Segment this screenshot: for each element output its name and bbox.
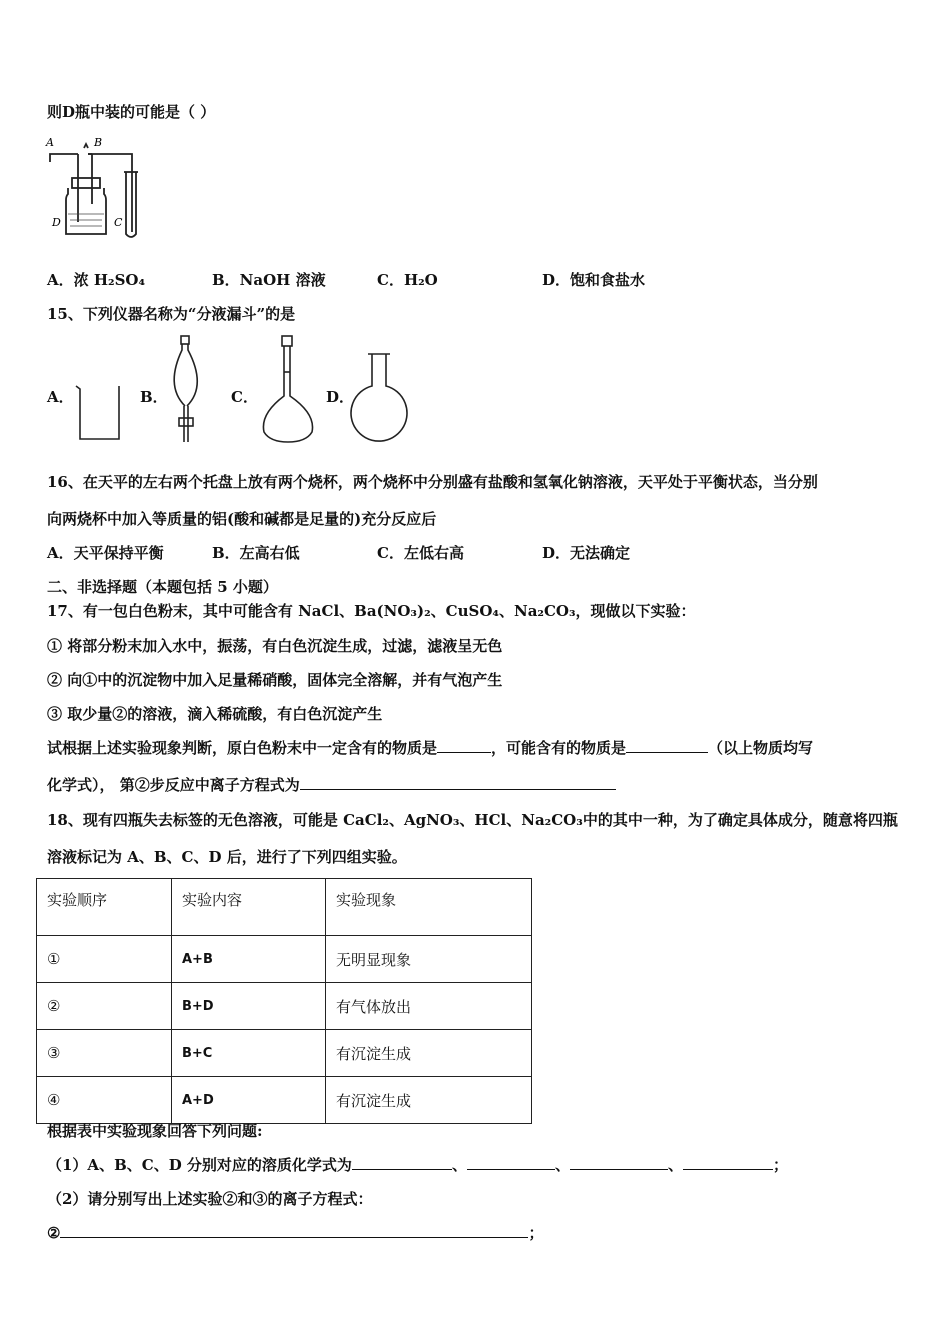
q14-option-d[interactable]: D．饱和食盐水: [542, 271, 646, 289]
gas-washing-bottle-figure: [44, 134, 150, 242]
q14-option-c[interactable]: C．H₂O: [377, 271, 438, 289]
cell-order: ④: [37, 1077, 172, 1124]
cell-order: ②: [37, 983, 172, 1030]
q14-stem: 则D瓶中装的可能是（ ）: [47, 103, 216, 121]
header-content: 实验内容: [172, 879, 326, 936]
cell-content: A+B: [172, 936, 326, 983]
cell-phenomenon: 无明显现象: [326, 936, 532, 983]
q18-eq2-label: ②: [47, 1224, 61, 1242]
header-phenomenon: 实验现象: [326, 879, 532, 936]
q18-sub1-text: （1）A、B、C、D 分别对应的溶质化学式为: [47, 1156, 352, 1174]
q18-stem-line1: 18、现有四瓶失去标签的无色溶液，可能是 CaCl₂、AgNO₃、HCl、Na₂CO₃中的其中一种，为了确定具体成分，随意将四瓶: [47, 811, 898, 829]
separatory-funnel-icon: [163, 334, 209, 446]
cell-phenomenon: 有气体放出: [326, 983, 532, 1030]
q16-stem-line1: 16、在天平的左右两个托盘上放有两个烧杯，两个烧杯中分别盛有盐酸和氢氧化钠溶液，天平处于平衡状态，当分别: [47, 473, 818, 491]
q17-blank-certain[interactable]: [437, 738, 491, 753]
q18-sep-2: 、: [554, 1156, 570, 1174]
q18-sub1: [47, 1155, 788, 1175]
q17-stem: 17、有一包白色粉末，其中可能含有 NaCl、Ba(NO₃)₂、CuSO₄、Na₂CO₃，现做以下实验：: [47, 602, 696, 620]
fig-label-b: B: [94, 136, 103, 149]
q17-ask2-a: 化学式）， 第②步反应中离子方程式为: [47, 776, 300, 794]
q17-ask-b: ，可能含有的物质是: [491, 739, 627, 757]
q16-option-c[interactable]: C．左低右高: [377, 544, 464, 562]
q16-stem-line2: 向两烧杯中加入等质量的铝(酸和碱都是足量的)充分反应后: [47, 510, 437, 528]
table-row: [37, 983, 532, 1030]
q17-ask-a: 试根据上述实验现象判断，原白色粉末中一定含有的物质是: [47, 739, 438, 757]
volumetric-flask-icon: [256, 334, 320, 446]
cell-phenomenon: 有沉淀生成: [326, 1077, 532, 1124]
table-header-row: [37, 879, 532, 936]
cell-content: B+C: [172, 1030, 326, 1077]
q16-option-b[interactable]: B．左高右低: [212, 544, 300, 562]
q18-end-1: ；: [772, 1156, 788, 1174]
q18-blank-d[interactable]: [683, 1155, 773, 1170]
q18-end-2: ；: [528, 1224, 544, 1242]
experiment-table: [36, 878, 532, 1124]
beaker-icon: [73, 383, 123, 443]
q18-sep-1: 、: [451, 1156, 467, 1174]
q17-ask-line1: [47, 738, 813, 758]
q15-option-a[interactable]: A．: [47, 388, 74, 406]
q18-blank-eq2[interactable]: [60, 1223, 528, 1238]
table-row: [37, 936, 532, 983]
cell-order: ③: [37, 1030, 172, 1077]
q15-option-b[interactable]: B．: [140, 388, 168, 406]
table-row: [37, 1030, 532, 1077]
q17-ask-line2: [47, 775, 616, 795]
section-title: 二、非选择题（本题包括 5 小题）: [47, 578, 278, 596]
q17-blank-equation[interactable]: [300, 775, 616, 790]
q16-option-a[interactable]: A．天平保持平衡: [47, 544, 164, 562]
q18-blank-c[interactable]: [570, 1155, 668, 1170]
q18-stem-line2: 溶液标记为 A、B、C、D 后，进行了下列四组实验。: [47, 848, 407, 866]
cell-phenomenon: 有沉淀生成: [326, 1030, 532, 1077]
q17-step1: ① 将部分粉末加入水中，振荡，有白色沉淀生成，过滤，滤液呈无色: [47, 637, 503, 655]
q15-option-c[interactable]: C．: [231, 388, 258, 406]
fig-label-c: C: [114, 216, 123, 229]
q17-ask-c: （以上物质均写: [708, 739, 814, 757]
header-order: 实验顺序: [37, 879, 172, 936]
q14-option-b[interactable]: B．NaOH 溶液: [212, 271, 326, 289]
fig-label-a: A: [46, 136, 54, 149]
table-row: [37, 1077, 532, 1124]
q18-sep-3: 、: [667, 1156, 683, 1174]
q16-option-d[interactable]: D．无法确定: [542, 544, 631, 562]
q17-step3: ③ 取少量②的溶液，滴入稀硫酸，有白色沉淀产生: [47, 705, 383, 723]
q18-blank-a[interactable]: [352, 1155, 452, 1170]
q15-option-d[interactable]: D．: [326, 388, 355, 406]
q14-option-a[interactable]: A．浓 H₂SO₄: [47, 271, 146, 289]
round-bottom-flask-icon: [348, 352, 410, 446]
fig-label-d: D: [52, 216, 61, 229]
q17-blank-possible[interactable]: [626, 738, 708, 753]
cell-content: A+D: [172, 1077, 326, 1124]
q18-after-table: 根据表中实验现象回答下列问题:: [47, 1122, 263, 1140]
q18-sub2: （2）请分别写出上述实验②和③的离子方程式：: [47, 1190, 373, 1208]
q18-eq2-line: [47, 1223, 543, 1243]
q15-stem: 15、下列仪器名称为“分液漏斗”的是: [47, 305, 296, 323]
q18-blank-b[interactable]: [467, 1155, 555, 1170]
cell-order: ①: [37, 936, 172, 983]
cell-content: B+D: [172, 983, 326, 1030]
q17-step2: ② 向①中的沉淀物中加入足量稀硝酸，固体完全溶解，并有气泡产生: [47, 671, 503, 689]
